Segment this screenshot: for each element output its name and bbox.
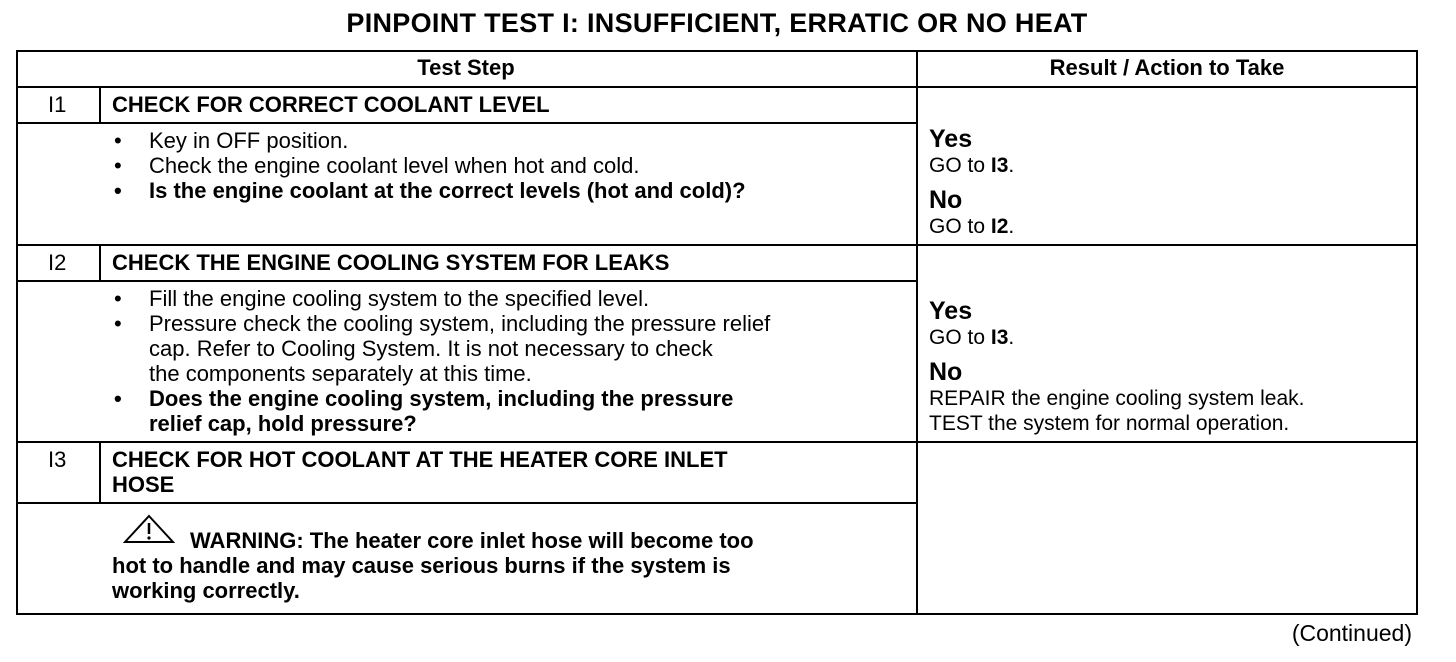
table-border-right: [1416, 50, 1418, 615]
i2-bullet-2-cont-2: the components separately at this time.: [149, 361, 532, 386]
step-id-i1: I1: [48, 92, 67, 117]
step-id-i3: I3: [48, 447, 67, 472]
i2-row-divider: [16, 441, 1418, 443]
i1-yes-action: GO to I3.: [929, 154, 1015, 177]
warning-triangle-icon: [123, 514, 175, 544]
i2-no-action-1: REPAIR the engine cooling system leak.: [929, 387, 1305, 410]
i1-no-ref: I2: [990, 215, 1009, 238]
header-divider: [16, 86, 1418, 88]
i2-no-label: No: [929, 358, 963, 386]
header-test-step: Test Step: [417, 55, 515, 80]
i2-yes-action: GO to I3.: [929, 326, 1015, 349]
bullet-icon: •: [114, 311, 122, 336]
i1-yes-ref: I3: [990, 154, 1009, 177]
i2-bullet-1: Fill the engine cooling system to the specified level.: [149, 286, 650, 311]
step-heading-i1: CHECK FOR CORRECT COOLANT LEVEL: [112, 92, 550, 117]
warning-line-3: working correctly.: [112, 578, 300, 603]
i1-heading-divider: [16, 122, 918, 124]
i3-heading-divider: [16, 502, 918, 504]
i1-bullet-2: Check the engine coolant level when hot and cold.: [149, 153, 640, 178]
i1-row-divider: [16, 244, 1418, 246]
bullet-icon: •: [114, 286, 122, 311]
bullet-icon: •: [114, 178, 122, 203]
i3-id-divider: [99, 441, 101, 503]
i2-heading-divider: [16, 280, 918, 282]
i1-id-divider: [99, 86, 101, 123]
step-heading-i2: CHECK THE ENGINE COOLING SYSTEM FOR LEAKS: [112, 250, 670, 275]
i1-no-label: No: [929, 186, 963, 214]
page-title: PINPOINT TEST I: INSUFFICIENT, ERRATIC OR NO HEAT: [346, 8, 1088, 38]
bullet-icon: •: [114, 386, 122, 411]
pinpoint-test-table: [16, 50, 1418, 615]
i2-bullet-3-cont: relief cap, hold pressure?: [149, 411, 417, 436]
header-result: Result / Action to Take: [1049, 55, 1285, 80]
step-heading-i3-line-1: CHECK FOR HOT COOLANT AT THE HEATER CORE INLET: [112, 447, 728, 472]
bullet-icon: •: [114, 128, 122, 153]
i2-bullet-2-cont-1: cap. Refer to Cooling System. It is not necessary to check: [149, 336, 713, 361]
table-border-left: [16, 50, 18, 615]
continued-note: (Continued): [1291, 620, 1412, 646]
i2-bullet-3: Does the engine cooling system, including the pressure: [149, 386, 734, 411]
column-divider: [916, 50, 918, 615]
step-heading-i3-line-2: HOSE: [112, 472, 175, 497]
i1-yes-label: Yes: [929, 125, 973, 153]
i2-no-action-2: TEST the system for normal operation.: [929, 412, 1290, 435]
bullet-icon: •: [114, 153, 122, 178]
i1-no-action: GO to I2.: [929, 215, 1015, 238]
i2-yes-ref: I3: [990, 326, 1009, 349]
i1-bullet-3: Is the engine coolant at the correct levels (hot and cold)?: [149, 178, 746, 203]
warning-line-1: WARNING: The heater core inlet hose will become too: [190, 528, 754, 553]
i1-bullet-1: Key in OFF position.: [149, 128, 349, 153]
warning-line-2: hot to handle and may cause serious burns if the system is: [112, 553, 731, 578]
step-id-i2: I2: [48, 250, 67, 275]
i2-yes-label: Yes: [929, 297, 973, 325]
i2-id-divider: [99, 244, 101, 281]
table-border-top: [16, 50, 1418, 52]
i2-bullet-2: Pressure check the cooling system, including the pressure relief: [149, 311, 771, 336]
table-border-bottom: [16, 613, 1418, 615]
